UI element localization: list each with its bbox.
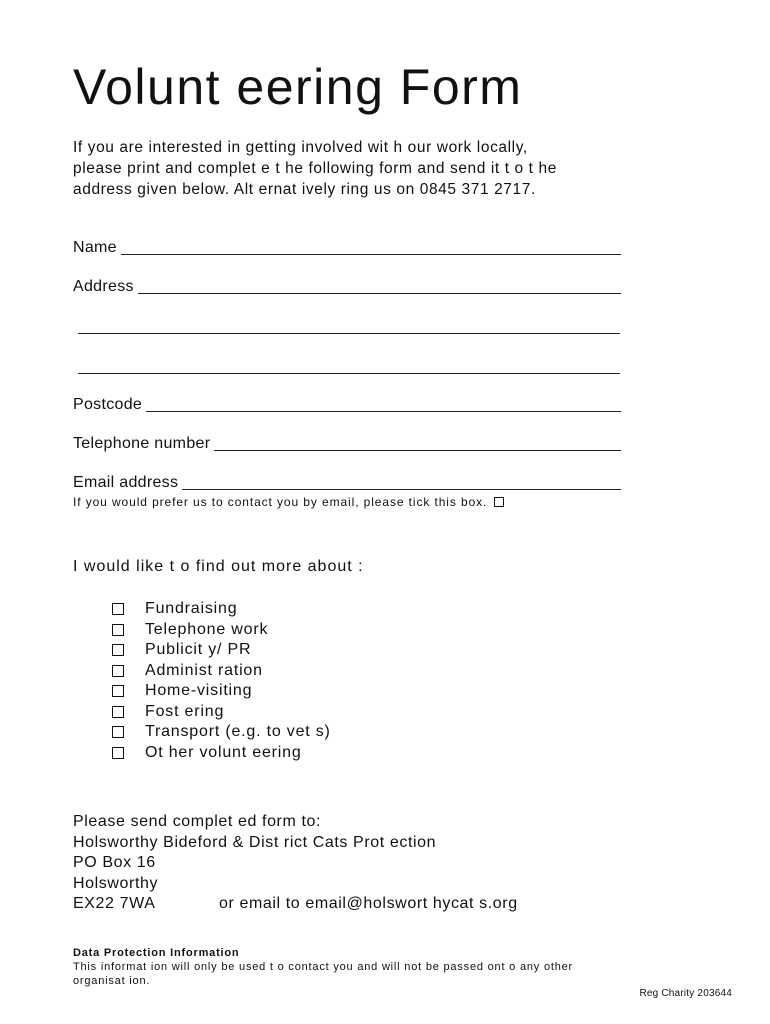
send-org: Holsworthy Bideford & Dist rict Cats Prot ection bbox=[73, 833, 437, 851]
interest-item bbox=[112, 661, 331, 682]
send-postcode-row bbox=[73, 894, 518, 915]
intro-line: If you are interested in getting involved wit h our work locally, bbox=[73, 139, 528, 156]
find-out-heading: I would like t o find out more about : bbox=[73, 558, 364, 575]
name-label: Name bbox=[73, 239, 117, 256]
data-protection bbox=[73, 946, 613, 988]
interest-label: Publicit y/ PR bbox=[145, 641, 252, 659]
intro-line: address given below. Alt ernat ively ring us on 0845 371 2717. bbox=[73, 181, 536, 198]
checkbox-administration[interactable] bbox=[112, 665, 124, 677]
interest-label: Ot her volunt eering bbox=[145, 743, 302, 761]
interest-item bbox=[112, 599, 331, 620]
telephone-label: Telephone number bbox=[73, 435, 211, 452]
checkbox-fundraising[interactable] bbox=[112, 603, 124, 615]
interest-label: Fundraising bbox=[145, 600, 238, 618]
checkbox-telephone-work[interactable] bbox=[112, 624, 124, 636]
send-postcode: EX22 7WA bbox=[73, 895, 156, 912]
address-line-3[interactable] bbox=[78, 373, 620, 374]
checkbox-publicity[interactable] bbox=[112, 644, 124, 656]
intro-line: please print and complet e t he following form and send it t o t he bbox=[73, 160, 557, 177]
email-preference bbox=[73, 495, 504, 509]
email-line[interactable] bbox=[182, 475, 621, 490]
send-town: Holsworthy bbox=[73, 874, 159, 892]
interest-item bbox=[112, 620, 331, 641]
page-title: Volunt eering Form bbox=[73, 59, 523, 115]
checkbox-home-visiting[interactable] bbox=[112, 685, 124, 697]
email-label: Email address bbox=[73, 474, 179, 491]
interest-label: Home-visiting bbox=[145, 682, 253, 700]
checkbox-fostering[interactable] bbox=[112, 706, 124, 718]
address-line-2[interactable] bbox=[78, 333, 620, 334]
interest-label: Telephone work bbox=[145, 620, 269, 638]
interest-item bbox=[112, 640, 331, 661]
checkbox-transport[interactable] bbox=[112, 726, 124, 738]
interest-list bbox=[112, 599, 331, 763]
interest-label: Fost ering bbox=[145, 702, 225, 720]
interest-item bbox=[112, 722, 331, 743]
postcode-line[interactable] bbox=[146, 397, 621, 412]
checkbox-other-volunteering[interactable] bbox=[112, 747, 124, 759]
interest-label: Administ ration bbox=[145, 661, 263, 679]
interest-item bbox=[112, 743, 331, 764]
postcode-label: Postcode bbox=[73, 396, 143, 413]
address-line[interactable] bbox=[138, 279, 621, 294]
intro-paragraph bbox=[73, 137, 633, 200]
send-po-box: PO Box 16 bbox=[73, 854, 156, 871]
name-line[interactable] bbox=[121, 240, 621, 255]
telephone-field[interactable] bbox=[73, 431, 621, 453]
reg-charity: Reg Charity 203644 bbox=[639, 988, 732, 999]
send-to-block bbox=[73, 812, 518, 915]
interest-item bbox=[112, 681, 331, 702]
email-preference-text: If you would prefer us to contact you by email, please tick this box. bbox=[73, 495, 488, 509]
postcode-field[interactable] bbox=[73, 392, 621, 414]
data-protection-heading: Data Protection Information bbox=[73, 947, 240, 959]
telephone-line[interactable] bbox=[214, 436, 621, 451]
address-field[interactable] bbox=[73, 274, 621, 296]
address-label: Address bbox=[73, 278, 134, 295]
email-field[interactable] bbox=[73, 470, 621, 492]
send-email[interactable]: or email to email@holswort hycat s.org bbox=[219, 895, 518, 912]
data-protection-text: This informat ion will only be used t o contact you and will not be passed ont o any other organisat ion. bbox=[73, 961, 574, 987]
send-heading: Please send complet ed form to: bbox=[73, 813, 322, 830]
interest-label: Transport (e.g. to vet s) bbox=[145, 723, 331, 741]
email-preference-checkbox[interactable] bbox=[494, 497, 504, 507]
interest-item bbox=[112, 702, 331, 723]
name-field[interactable] bbox=[73, 235, 621, 257]
